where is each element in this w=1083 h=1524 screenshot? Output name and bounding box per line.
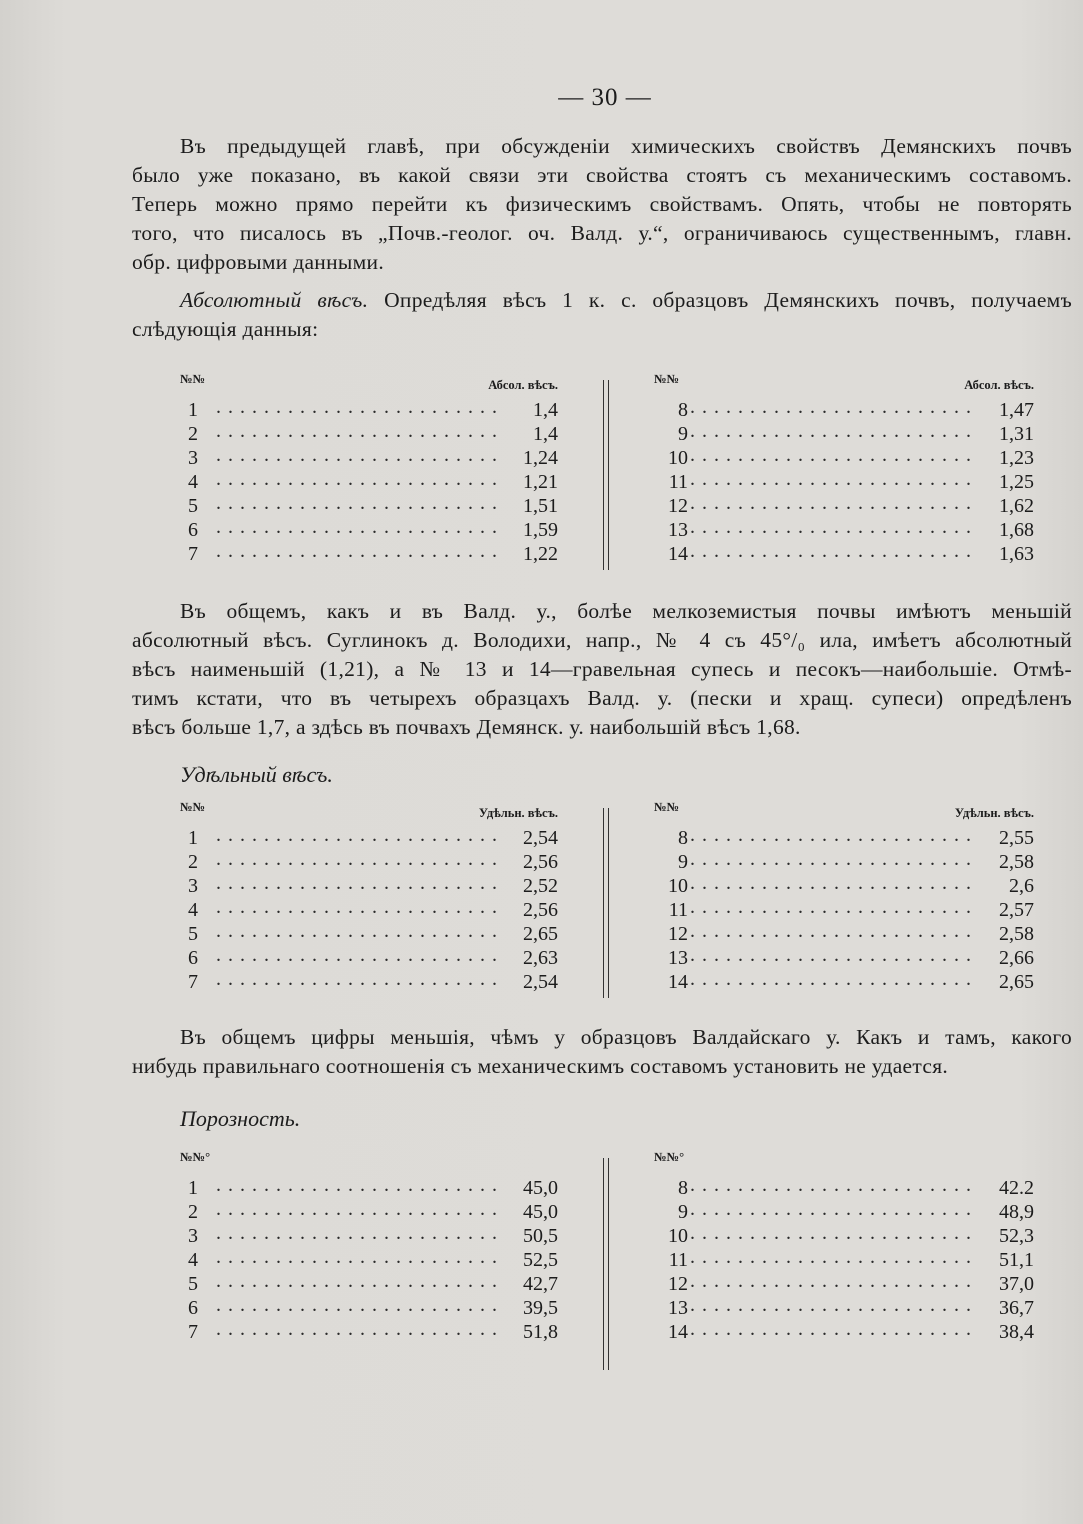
sample-number: 9	[678, 1201, 688, 1223]
sample-value: 1,23	[999, 447, 1034, 469]
sample-value: 1,47	[999, 399, 1034, 421]
leader-dots: ........................	[216, 468, 504, 490]
sample-number: 10	[668, 1225, 688, 1247]
paragraph-line: абсолютный вѣсъ. Суглинокъ д. Володихи, напр., № 4 съ 45°/₀ ила, имѣетъ абсолютный	[132, 628, 1072, 652]
sample-value: 2,57	[999, 899, 1034, 921]
paragraph-line: вѣсъ больше 1,7, а здѣсь въ почвахъ Демянск. у. наибольшій вѣсъ 1,68.	[132, 715, 801, 739]
sample-number: 9	[678, 423, 688, 445]
number-column-header: №№°	[654, 1150, 685, 1164]
leader-dots: ........................	[216, 516, 504, 538]
sample-number: 8	[678, 1177, 688, 1199]
sample-number: 13	[668, 947, 688, 969]
sample-value: 42,7	[523, 1273, 558, 1295]
sample-value: 2,52	[523, 875, 558, 897]
sample-number: 11	[668, 1249, 688, 1271]
sample-number: 14	[668, 971, 688, 993]
leader-dots: ........................	[216, 1198, 504, 1220]
sample-number: 10	[668, 875, 688, 897]
leader-dots: ........................	[216, 540, 504, 562]
table-column-left	[180, 800, 558, 994]
leader-dots: ........................	[690, 1318, 978, 1340]
leader-dots: ........................	[216, 968, 504, 990]
section-label: Абсолютный вѣсъ.	[180, 288, 369, 312]
sample-value: 1,31	[999, 423, 1034, 445]
paragraph-line: Теперь можно прямо перейти къ физическимъ свойствамъ. Опять, чтобы не повторять	[132, 192, 1072, 216]
sample-value: 1,59	[523, 519, 558, 541]
paragraph-line: того, что писалось въ „Почв.-геолог. оч. Валд. у.“, ограничиваюсь существеннымъ, главн.	[132, 221, 1072, 245]
sample-value: 1,22	[523, 543, 558, 565]
table-column-right	[654, 1150, 1034, 1344]
sample-number: 1	[188, 1177, 198, 1199]
value-column-header: Удѣльн. вѣсъ.	[478, 806, 558, 820]
leader-dots: ........................	[216, 824, 504, 846]
sample-value: 1,4	[533, 399, 558, 421]
leader-dots: ........................	[216, 872, 504, 894]
paragraph-line: Въ общемъ цифры меньшія, чѣмъ у образцовъ Валдайскаго у. Какъ и тамъ, какого	[180, 1025, 1072, 1049]
sample-value: 52,5	[523, 1249, 558, 1271]
sample-value: 50,5	[523, 1225, 558, 1247]
sample-number: 2	[188, 423, 198, 445]
number-column-header: №№	[654, 800, 680, 814]
number-column-header: №№	[180, 800, 206, 814]
sample-value: 2,55	[999, 827, 1034, 849]
sample-value: 2,66	[999, 947, 1034, 969]
sample-value: 1,63	[999, 543, 1034, 565]
leader-dots: ........................	[690, 1294, 978, 1316]
sample-number: 6	[188, 947, 198, 969]
sample-number: 9	[678, 851, 688, 873]
sample-number: 5	[188, 923, 198, 945]
value-column-header: Абсол. вѣсъ.	[964, 378, 1034, 392]
section-title-porosity: Порозность.	[180, 1106, 301, 1131]
sample-value: 48,9	[999, 1201, 1034, 1223]
sample-value: 42.2	[999, 1177, 1034, 1199]
column-divider	[603, 1158, 609, 1370]
table-row	[180, 1320, 558, 1344]
paragraph-line: нибудь правильнаго соотношенія съ механическимъ составомъ установить не удается.	[132, 1054, 949, 1078]
table-column-right	[654, 372, 1034, 566]
abs-discussion-paragraph	[132, 597, 1072, 742]
abs-weight-table	[180, 372, 1035, 572]
sample-number: 6	[188, 1297, 198, 1319]
sample-number: 12	[668, 923, 688, 945]
sample-value: 36,7	[999, 1297, 1034, 1319]
sample-number: 4	[188, 471, 198, 493]
sample-number: 12	[668, 495, 688, 517]
sample-number: 4	[188, 1249, 198, 1271]
sample-value: 2,56	[523, 851, 558, 873]
sample-value: 38,4	[999, 1321, 1034, 1343]
sample-number: 3	[188, 1225, 198, 1247]
sample-number: 5	[188, 495, 198, 517]
table-row	[654, 542, 1034, 566]
sample-value: 1,62	[999, 495, 1034, 517]
sample-number: 5	[188, 1273, 198, 1295]
sample-value: 2,65	[523, 923, 558, 945]
sample-number: 14	[668, 1321, 688, 1343]
sample-number: 8	[678, 399, 688, 421]
sample-value: 45,0	[523, 1201, 558, 1223]
paragraph-line: было уже показано, въ какой связи эти свойства стоятъ съ механическимъ составомъ.	[132, 163, 1072, 187]
leader-dots: ........................	[690, 444, 978, 466]
leader-dots: ........................	[216, 396, 504, 418]
leader-dots: ........................	[690, 944, 978, 966]
leader-dots: ........................	[690, 872, 978, 894]
leader-dots: ........................	[690, 824, 978, 846]
leader-dots: ........................	[690, 468, 978, 490]
sample-value: 2,56	[523, 899, 558, 921]
leader-dots: ........................	[216, 944, 504, 966]
leader-dots: ........................	[216, 896, 504, 918]
sample-number: 6	[188, 519, 198, 541]
number-column-header: №№	[180, 372, 206, 386]
column-divider	[603, 808, 609, 998]
leader-dots: ........................	[216, 1270, 504, 1292]
leader-dots: ........................	[690, 896, 978, 918]
sample-value: 37,0	[999, 1273, 1034, 1295]
paragraph-text: Опредѣляя вѣсъ 1 к. с. образцовъ Демянскихъ почвъ, получаемъ	[384, 288, 1072, 312]
sample-value: 2,58	[999, 923, 1034, 945]
leader-dots: ........................	[690, 516, 978, 538]
sample-number: 13	[668, 1297, 688, 1319]
sample-number: 11	[668, 471, 688, 493]
sample-number: 3	[188, 447, 198, 469]
leader-dots: ........................	[690, 540, 978, 562]
table-column-right	[654, 800, 1034, 994]
sample-value: 1,25	[999, 471, 1034, 493]
sample-number: 8	[678, 827, 688, 849]
leader-dots: ........................	[216, 1222, 504, 1244]
sample-value: 1,24	[523, 447, 558, 469]
sample-number: 3	[188, 875, 198, 897]
paragraph-line: Въ предыдущей главѣ, при обсужденіи химическихъ свойствъ Демянскихъ почвъ	[180, 134, 1072, 158]
sample-number: 2	[188, 1201, 198, 1223]
sample-value: 51,8	[523, 1321, 558, 1343]
sample-value: 45,0	[523, 1177, 558, 1199]
leader-dots: ........................	[690, 920, 978, 942]
leader-dots: ........................	[690, 848, 978, 870]
leader-dots: ........................	[216, 492, 504, 514]
paragraph-line: тимъ кстати, что въ четырехъ образцахъ Валд. у. (пески и хращ. супеси) опредѣленъ	[132, 686, 1072, 710]
sample-number: 2	[188, 851, 198, 873]
paragraph-line: слѣдующія данныя:	[132, 317, 319, 341]
leader-dots: ........................	[690, 396, 978, 418]
sample-value: 2,65	[999, 971, 1034, 993]
abs-intro-paragraph	[132, 286, 1072, 344]
value-column-header: Удѣльн. вѣсъ.	[954, 806, 1034, 820]
paragraph-line: вѣсъ наименьшій (1,21), а № 13 и 14—гравельная супесь и песокъ—наибольшіе. Отмѣ-	[132, 657, 1072, 681]
sample-number: 1	[188, 399, 198, 421]
sample-number: 7	[188, 1321, 198, 1343]
sample-number: 13	[668, 519, 688, 541]
leader-dots: ........................	[216, 444, 504, 466]
paragraph-line	[132, 286, 1072, 315]
leader-dots: ........................	[690, 492, 978, 514]
leader-dots: ........................	[216, 848, 504, 870]
table-column-left	[180, 372, 558, 566]
sample-number: 1	[188, 827, 198, 849]
column-divider	[603, 380, 609, 570]
specific-weight-table	[180, 800, 1035, 1000]
porosity-table	[180, 1150, 1035, 1370]
leader-dots: ........................	[216, 1174, 504, 1196]
sample-value: 51,1	[999, 1249, 1034, 1271]
table-row	[180, 970, 558, 994]
number-column-header: №№	[654, 372, 680, 386]
page-number: — 30 —	[558, 84, 652, 111]
sample-value: 52,3	[999, 1225, 1034, 1247]
sample-value: 2,58	[999, 851, 1034, 873]
sample-value: 2,63	[523, 947, 558, 969]
sample-number: 4	[188, 899, 198, 921]
sample-value: 39,5	[523, 1297, 558, 1319]
table-row	[654, 970, 1034, 994]
sample-number: 10	[668, 447, 688, 469]
sp-discussion-paragraph	[132, 1023, 1072, 1081]
sample-number: 14	[668, 543, 688, 565]
sample-value: 1,68	[999, 519, 1034, 541]
sample-value: 1,51	[523, 495, 558, 517]
sample-number: 11	[668, 899, 688, 921]
paragraph-line: обр. цифровыми данными.	[132, 250, 385, 274]
leader-dots: ........................	[690, 968, 978, 990]
leader-dots: ........................	[690, 1198, 978, 1220]
value-column-header: Абсол. вѣсъ.	[488, 378, 558, 392]
leader-dots: ........................	[690, 1222, 978, 1244]
table-row	[654, 1320, 1034, 1344]
sample-number: 7	[188, 543, 198, 565]
leader-dots: ........................	[216, 1294, 504, 1316]
sample-value: 1,21	[523, 471, 558, 493]
number-column-header: №№°	[180, 1150, 211, 1164]
paragraph-line: Въ общемъ, какъ и въ Валд. у., болѣе мелкоземистыя почвы имѣютъ меньшій	[180, 599, 1072, 623]
table-column-left	[180, 1150, 558, 1344]
leader-dots: ........................	[690, 1270, 978, 1292]
leader-dots: ........................	[216, 1246, 504, 1268]
sample-value: 1,4	[533, 423, 558, 445]
leader-dots: ........................	[216, 1318, 504, 1340]
sample-value: 2,6	[1009, 875, 1034, 897]
intro-paragraph	[132, 132, 1072, 277]
leader-dots: ........................	[690, 1174, 978, 1196]
sample-value: 2,54	[523, 827, 558, 849]
leader-dots: ........................	[216, 920, 504, 942]
table-row	[180, 542, 558, 566]
sample-value: 2,54	[523, 971, 558, 993]
sample-number: 7	[188, 971, 198, 993]
sample-number: 12	[668, 1273, 688, 1295]
leader-dots: ........................	[690, 1246, 978, 1268]
leader-dots: ........................	[216, 420, 504, 442]
section-title-specific-weight: Удѣльный вѣсъ.	[180, 762, 333, 787]
leader-dots: ........................	[690, 420, 978, 442]
